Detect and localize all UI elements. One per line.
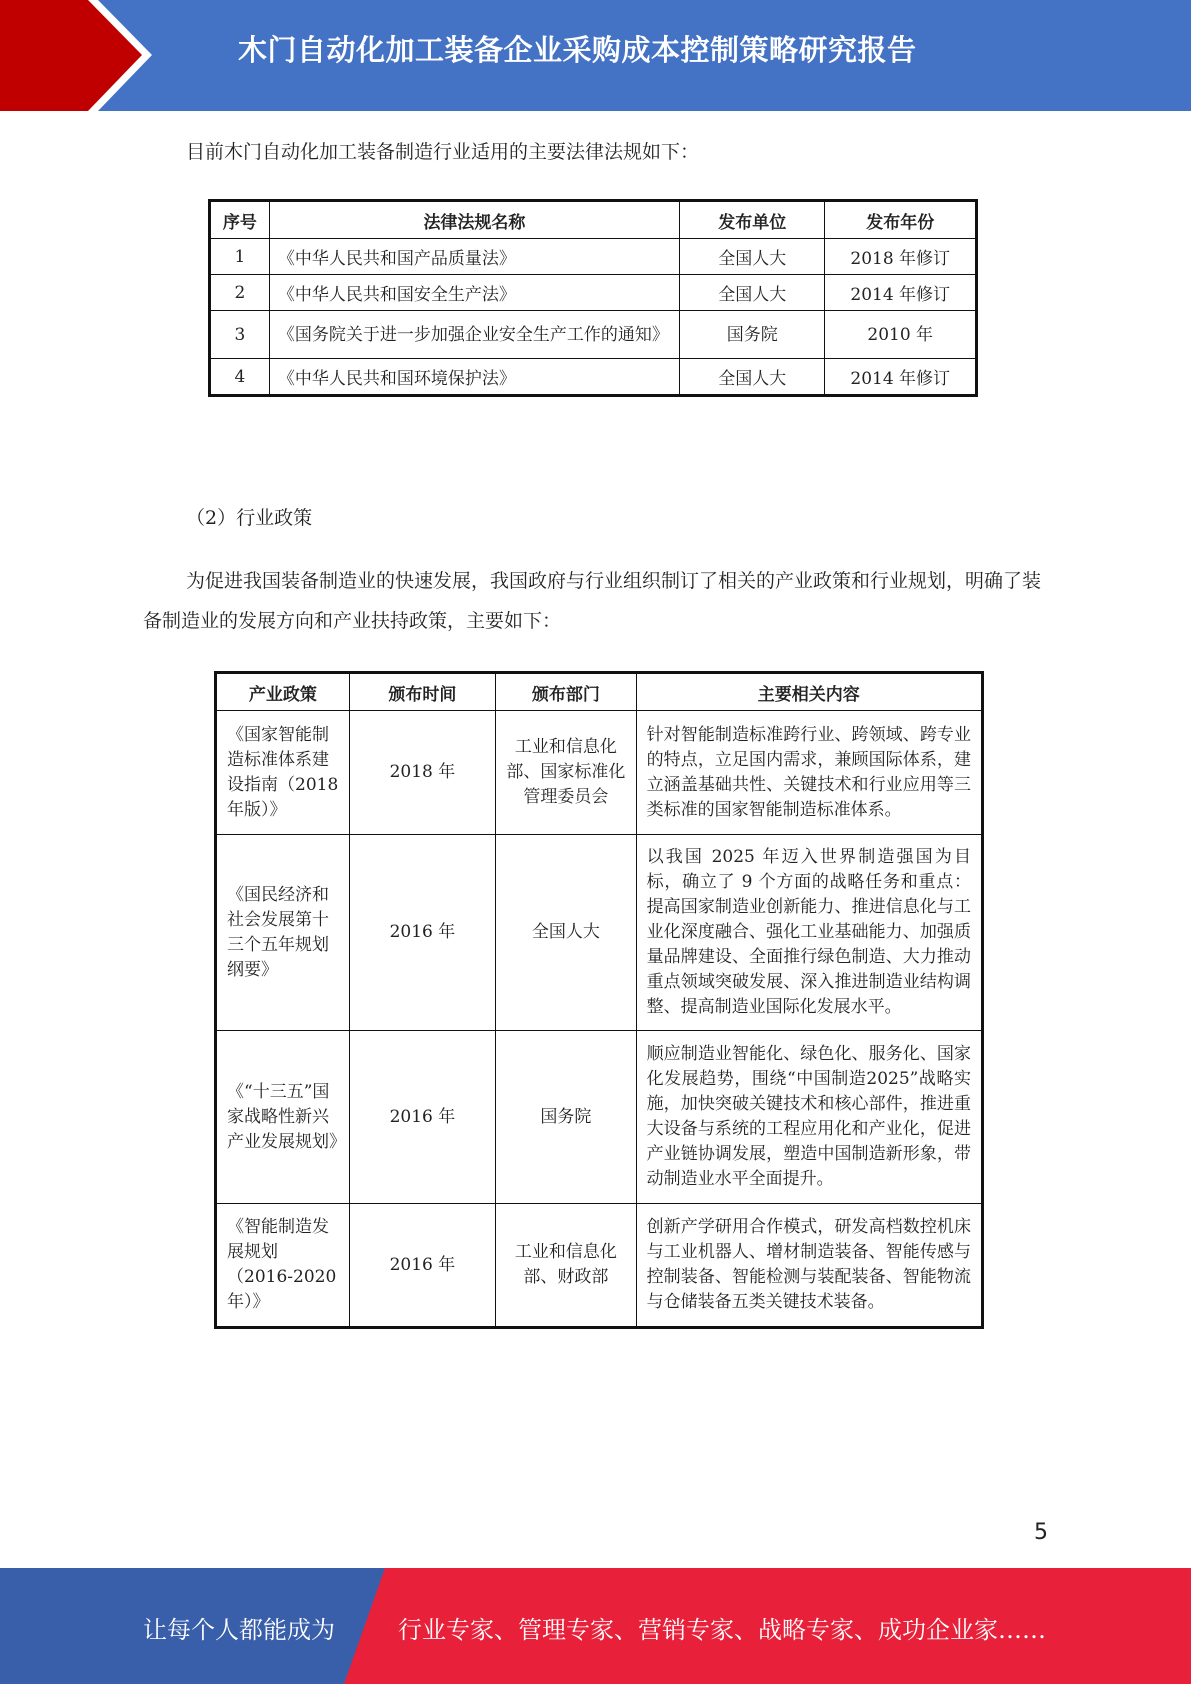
footer-slogan-left: 让每个人都能成为: [143, 1616, 335, 1644]
law-header-index: 序号: [210, 201, 270, 239]
table-row: [210, 239, 977, 275]
law-table-header-row: [210, 201, 977, 239]
policy-header-content: 主要相关内容: [636, 673, 982, 711]
policy-name: 《国家智能制造标准体系建设指南（2018年版）》: [216, 711, 350, 835]
law-issuer: 国务院: [680, 311, 825, 359]
section-heading: （2）行业政策: [186, 507, 313, 529]
law-year: 2018 年修订: [825, 239, 977, 275]
policy-content: 以我国 2025 年迈入世界制造强国为目标，确立了 9 个方面的战略任务和重点：提高国家制造业创新能力、推进信息化与工业化深度融合、强化工业基础能力、加强质量品牌建设、全面推行绿色制造、大力推动重点领域突破发展、深入推进制造业结构调整、提高制造业国际化发展水平。: [636, 835, 982, 1031]
intro-text: 目前木门自动化加工装备制造行业适用的主要法律法规如下：: [186, 141, 700, 163]
policy-name: 《智能制造发展规划（2016-2020年）》: [216, 1204, 350, 1328]
law-index: 4: [210, 359, 270, 396]
policy-name: 《国民经济和社会发展第十三个五年规划纲要》: [216, 835, 350, 1031]
table-row: [210, 311, 977, 359]
policy-header-date: 颁布时间: [349, 673, 495, 711]
table-row: [216, 1031, 983, 1204]
policy-date: 2016 年: [349, 1031, 495, 1204]
policy-dept: 工业和信息化部、财政部: [496, 1204, 636, 1328]
law-header-year: 发布年份: [825, 201, 977, 239]
law-issuer: 全国人大: [680, 275, 825, 311]
policy-dept: 国务院: [496, 1031, 636, 1204]
report-title: 木门自动化加工装备企业采购成本控制策略研究报告: [238, 33, 917, 67]
footer-slogan-right: 行业专家、管理专家、营销专家、战略专家、成功企业家……: [398, 1616, 1046, 1644]
table-row: [216, 835, 983, 1031]
law-name: 《中华人民共和国产品质量法》: [269, 239, 679, 275]
law-name: 《中华人民共和国环境保护法》: [269, 359, 679, 396]
policy-content: 针对智能制造标准跨行业、跨领域、跨专业的特点，立足国内需求，兼顾国际体系，建立涵盖基础共性、关键技术和行业应用等三类标准的国家智能制造标准体系。: [636, 711, 982, 835]
section-paragraph: 为促进我国装备制造业的快速发展，我国政府与行业组织制订了相关的产业政策和行业规划，明确了装备制造业的发展方向和产业扶持政策，主要如下：: [143, 570, 1042, 632]
law-year: 2014 年修订: [825, 359, 977, 396]
table-row: [210, 359, 977, 396]
page-footer: [0, 1568, 1191, 1684]
policy-header-dept: 颁布部门: [496, 673, 636, 711]
policy-date: 2016 年: [349, 1204, 495, 1328]
policy-date: 2016 年: [349, 835, 495, 1031]
policy-header-name: 产业政策: [216, 673, 350, 711]
policy-dept: 工业和信息化部、国家标准化管理委员会: [496, 711, 636, 835]
policy-dept: 全国人大: [496, 835, 636, 1031]
table-row: [216, 1204, 983, 1328]
policy-name: 《“十三五”国家战略性新兴产业发展规划》: [216, 1031, 350, 1204]
law-index: 1: [210, 239, 270, 275]
law-index: 3: [210, 311, 270, 359]
policy-content: 顺应制造业智能化、绿色化、服务化、国家化发展趋势，围绕“中国制造2025”战略实施，加快突破关键技术和核心部件，推进重大设备与系统的工程应用化和产业化，促进产业链协调发展，塑造中国制造新形象，带动制造业水平全面提升。: [636, 1031, 982, 1204]
page-number: 5: [1034, 1520, 1048, 1545]
law-table: [208, 199, 978, 397]
law-issuer: 全国人大: [680, 239, 825, 275]
table-row: [210, 275, 977, 311]
table-row: [216, 711, 983, 835]
policy-date: 2018 年: [349, 711, 495, 835]
law-name: 《中华人民共和国安全生产法》: [269, 275, 679, 311]
policy-table: [214, 671, 984, 1329]
header-red-chevron: [0, 0, 142, 111]
policy-table-header-row: [216, 673, 983, 711]
law-name: 《国务院关于进一步加强企业安全生产工作的通知》: [269, 311, 679, 359]
law-header-name: 法律法规名称: [269, 201, 679, 239]
law-year: 2014 年修订: [825, 275, 977, 311]
policy-content: 创新产学研用合作模式，研发高档数控机床与工业机器人、增材制造装备、智能传感与控制装备、智能检测与装配装备、智能物流与仓储装备五类关键技术装备。: [636, 1204, 982, 1328]
law-issuer: 全国人大: [680, 359, 825, 396]
law-index: 2: [210, 275, 270, 311]
law-header-issuer: 发布单位: [680, 201, 825, 239]
law-year: 2010 年: [825, 311, 977, 359]
page-header: [0, 0, 1191, 111]
